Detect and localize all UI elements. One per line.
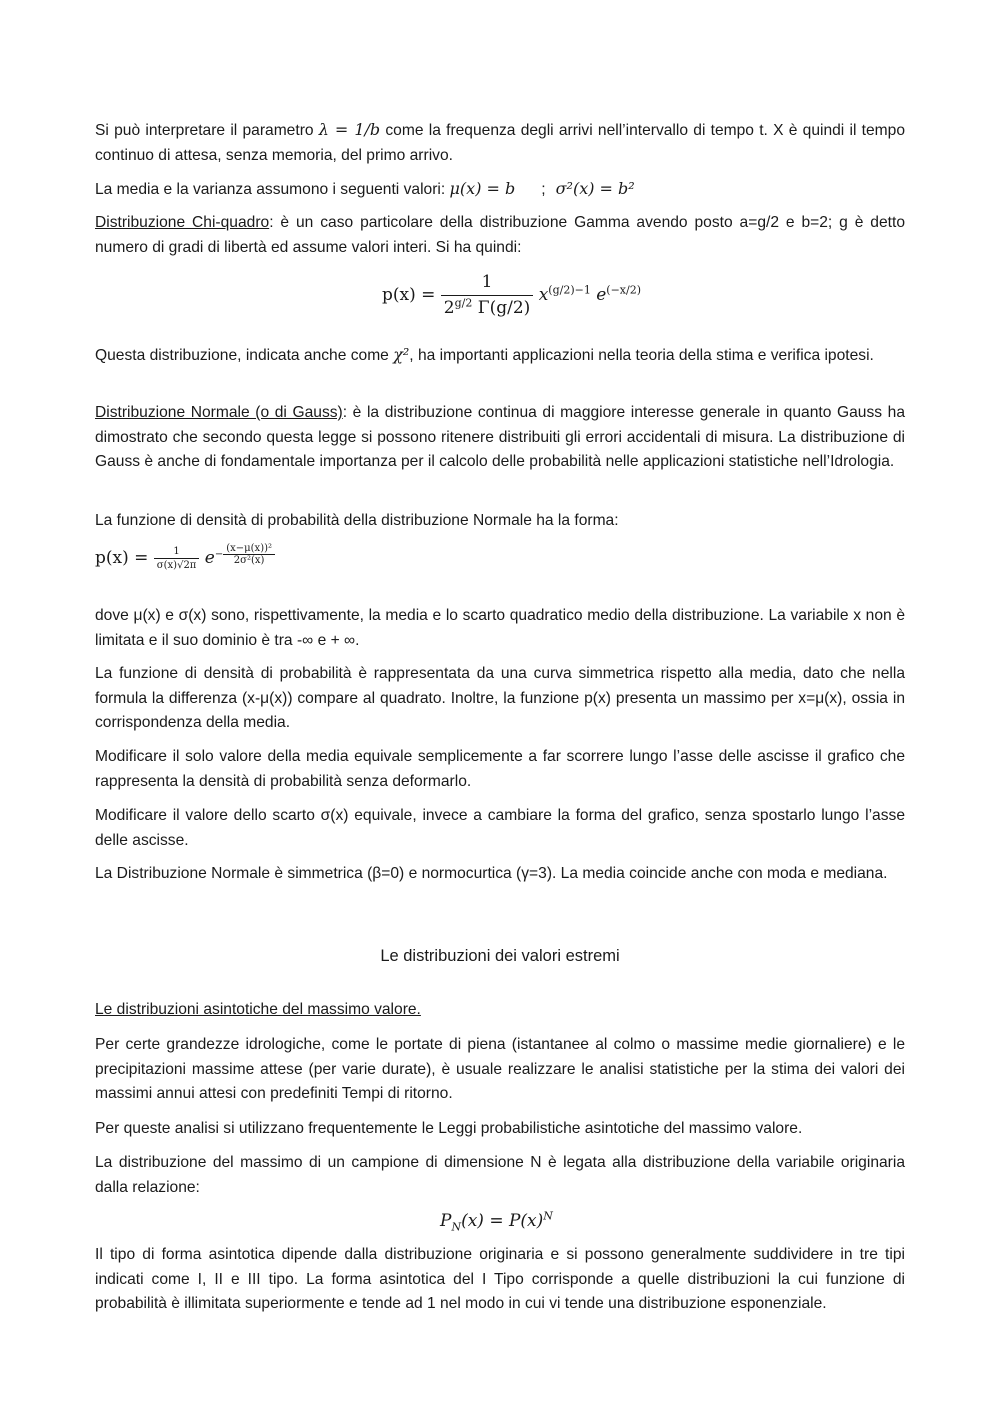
paragraph-mu-sigma: dove μ(x) e σ(x) sono, rispettivamente, la media e lo scarto quadratico medio della distribuzione. La variabile x non è limitata e il suo dominio è tra -∞ e + ∞. [95, 607, 905, 649]
den-exponent: g/2 [454, 295, 473, 309]
paragraph-sigma-shape: Modificare il valore dello scarto σ(x) equivale, invece a cambiare la forma del grafico, senza spostarlo lungo l’asse delle ascisse. [95, 807, 905, 849]
text: come la frequenza degli arrivi nell’intervallo di tempo t. X è quindi il tempo continuo di attesa, senza memoria, del primo arrivo. [95, 122, 906, 164]
separator: ; [541, 181, 546, 198]
paragraph-max-distribution: La distribuzione del massimo di un campione di dimensione N è legata alla distribuzione della variabile originaria dalla relazione: [95, 1154, 905, 1196]
paragraph-normal-properties: La Distribuzione Normale è simmetrica (β=0) e normocurtica (γ=3). La media coincide anche con moda e mediana. [95, 865, 888, 882]
section-title-chi-square: Distribuzione Chi-quadro [95, 214, 270, 231]
fraction-denominator [441, 296, 533, 321]
paragraph-symmetry: La funzione di densità di probabilità è rappresentata da una curva simmetrica rispetto alla media, dato che nella formula la differenza (x-μ(x)) compare al quadrato. Inoltre, la funzione p(x) presenta un massimo per x=μ(x), ossia in corrispondenza della media. [95, 665, 905, 731]
math-lambda: λ = 1/b [318, 120, 381, 139]
equation-lhs: p(x) = [95, 548, 149, 569]
den-base: 2 [443, 297, 455, 318]
paragraph-asymptotic-laws: Per queste analisi si utilizzano frequentemente le Leggi probabilistiche asintotiche del massimo valore. [95, 1120, 803, 1137]
paragraph-mean-shift: Modificare il solo valore della media equivale semplicemente a far scorrere lungo l’asse delle ascisse il grafico che rappresenta la densità di probabilità senza deformarlo. [95, 748, 905, 790]
equation-x: x [538, 284, 549, 305]
fraction-denominator: σ(x)√2π [156, 560, 197, 571]
equation-subscript: N [451, 1220, 462, 1234]
section-heading-extreme-values: Le distribuzioni dei valori estremi [380, 947, 620, 965]
equation-chi-square [382, 270, 641, 320]
text: : è la distribuzione continua di maggiore interesse generale in quanto Gauss ha dimostrato che secondo questa legge si possono ritenere distribuiti gli errori accidentali di misura. La distribuzione di Gauss è anche di fondamentale importanza per il calcolo delle probabilità nelle applicazioni statistiche nell’Idrologia. [95, 404, 905, 470]
paragraph-hydrology: Per certe grandezze idrologiche, come le portate di piena (istantanee al colmo o massime medie giornaliere) e le precipitazioni massime attese (per varie durate), è usuale realizzare le analisi statistiche per la stima dei valori dei massimi annui attesi con predefiniti Tempi di ritorno. [95, 1036, 905, 1102]
den-gamma: Γ(g/2) [477, 297, 531, 318]
exponent-denominator: 2σ²(x) [233, 555, 265, 566]
math-variance: σ²(x) = b² [555, 179, 635, 198]
paragraph-asymptotic-types: Il tipo di forma asintotica dipende dalla distribuzione originaria e si possono generalmente suddividere in tre tipi indicati come I, II e III tipo. La forma asintotica del I Tipo corrisponde a quelle distribuzioni la cui funzione di probabilità è illimitata superiormente e tende ad 1 nel modo in cui vi tende una distribuzione esponenziale. [95, 1246, 905, 1312]
equation-lhs: p(x) = [382, 284, 436, 305]
text: Si può interpretare il parametro [95, 122, 319, 139]
paragraph-mean-variance [95, 177, 905, 203]
math-chi: χ² [393, 345, 410, 364]
text: : è un caso particolare della distribuzione Gamma avendo posto a=g/2 e b=2; g è detto numero di gradi di libertà ed assume valori interi. Si ha quindi: [95, 214, 905, 256]
equation-p: P [440, 1211, 452, 1231]
paragraph-normal [95, 401, 905, 475]
exponent-fraction [223, 543, 275, 566]
x-exponent: (g/2)−1 [548, 283, 591, 297]
paragraph-lambda [95, 118, 905, 168]
paragraph-asymptotic-title [95, 998, 905, 1023]
fraction-numerator: 1 [154, 545, 200, 559]
math-mean: μ(x) = b [449, 179, 516, 198]
section-title-normal: Distribuzione Normale (o di Gauss) [95, 404, 343, 421]
paragraph-chi-usage [95, 343, 905, 369]
paragraph-chi-square [95, 211, 905, 260]
fraction-numerator: 1 [441, 270, 533, 296]
equation-max [440, 1209, 553, 1234]
text: , ha importanti applicazioni nella teoria della stima e verifica ipotesi. [409, 347, 874, 364]
equation-e: e [204, 548, 215, 569]
equation-body: (x) = P(x) [461, 1211, 544, 1231]
e-exponent: (−x/2) [606, 283, 642, 297]
equation-normal [95, 545, 275, 572]
exponent-minus: − [214, 549, 224, 560]
equation-exponent: N [543, 1209, 553, 1223]
subsection-title: Le distribuzioni asintotiche del massimo valore. [95, 1001, 421, 1018]
paragraph-normal-density: La funzione di densità di probabilità della distribuzione Normale ha la forma: [95, 512, 619, 529]
equation-fraction [154, 545, 200, 572]
equation-fraction [441, 270, 533, 320]
text: La media e la varianza assumono i seguenti valori: [95, 181, 450, 198]
text: Questa distribuzione, indicata anche come [95, 347, 394, 364]
equation-e: e [596, 284, 607, 305]
exponent-numerator: (x−μ(x))² [223, 543, 275, 555]
